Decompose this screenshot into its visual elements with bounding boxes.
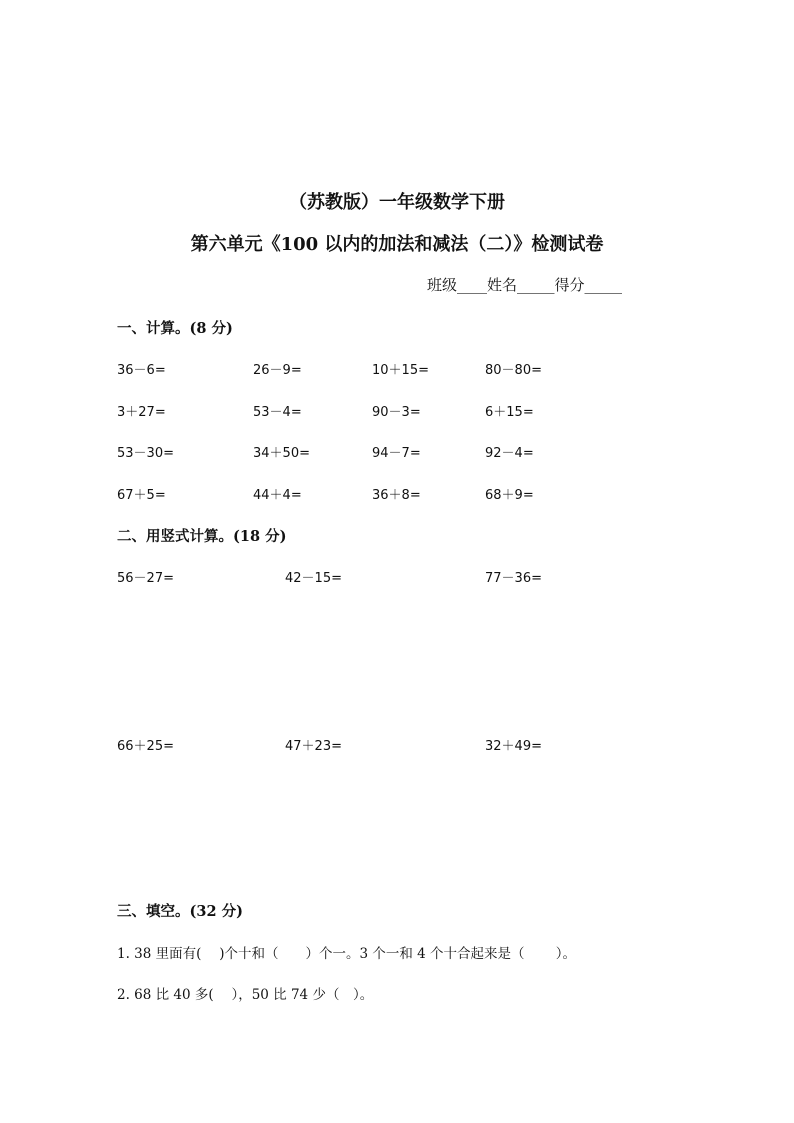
section-1-item: 92－4= — [485, 446, 534, 461]
section-1-item: 36＋8= — [372, 488, 421, 503]
fill-question-2: 2. 68 比 40 多( ），50 比 74 少（ ）。 — [117, 987, 374, 1003]
section-2-item: 32＋49= — [485, 739, 542, 754]
section-1-item: 36－6= — [117, 363, 166, 378]
title-line-2: 第六单元《100 以内的加法和减法（二）》检测试卷 — [190, 234, 604, 255]
section-2-item: 47＋23= — [285, 739, 342, 754]
section-1-item: 53－4= — [253, 405, 302, 420]
section-2-title: 二、用竖式计算。(18 分) — [117, 528, 287, 545]
section-1-item: 6＋15= — [485, 405, 534, 420]
section-1-item: 34＋50= — [253, 446, 310, 461]
section-1-item: 68＋9= — [485, 488, 534, 503]
section-1-item: 94－7= — [372, 446, 421, 461]
section-2-item: 66＋25= — [117, 739, 174, 754]
section-1-item: 90－3= — [372, 405, 421, 420]
section-1-title: 一、计算。(8 分) — [117, 320, 233, 337]
section-1-item: 10＋15= — [372, 363, 429, 378]
section-1-item: 44＋4= — [253, 488, 302, 503]
section-2-item: 77－36= — [485, 571, 542, 586]
section-1-item: 53－30= — [117, 446, 174, 461]
section-1-item: 67＋5= — [117, 488, 166, 503]
section-2-item: 56－27= — [117, 571, 174, 586]
section-1-item: 80－80= — [485, 363, 542, 378]
title-line-1: （苏教版）一年级数学下册 — [289, 192, 505, 213]
section-1-item: 3＋27= — [117, 405, 166, 420]
student-info: 班级____姓名_____得分_____ — [427, 276, 623, 294]
fill-question-1: 1. 38 里面有( )个十和（ ）个一。3 个一和 4 个十合起来是（ ）。 — [117, 946, 577, 962]
section-1-item: 26－9= — [253, 363, 302, 378]
section-2-item: 42－15= — [285, 571, 342, 586]
section-3-title: 三、填空。(32 分) — [117, 903, 243, 920]
